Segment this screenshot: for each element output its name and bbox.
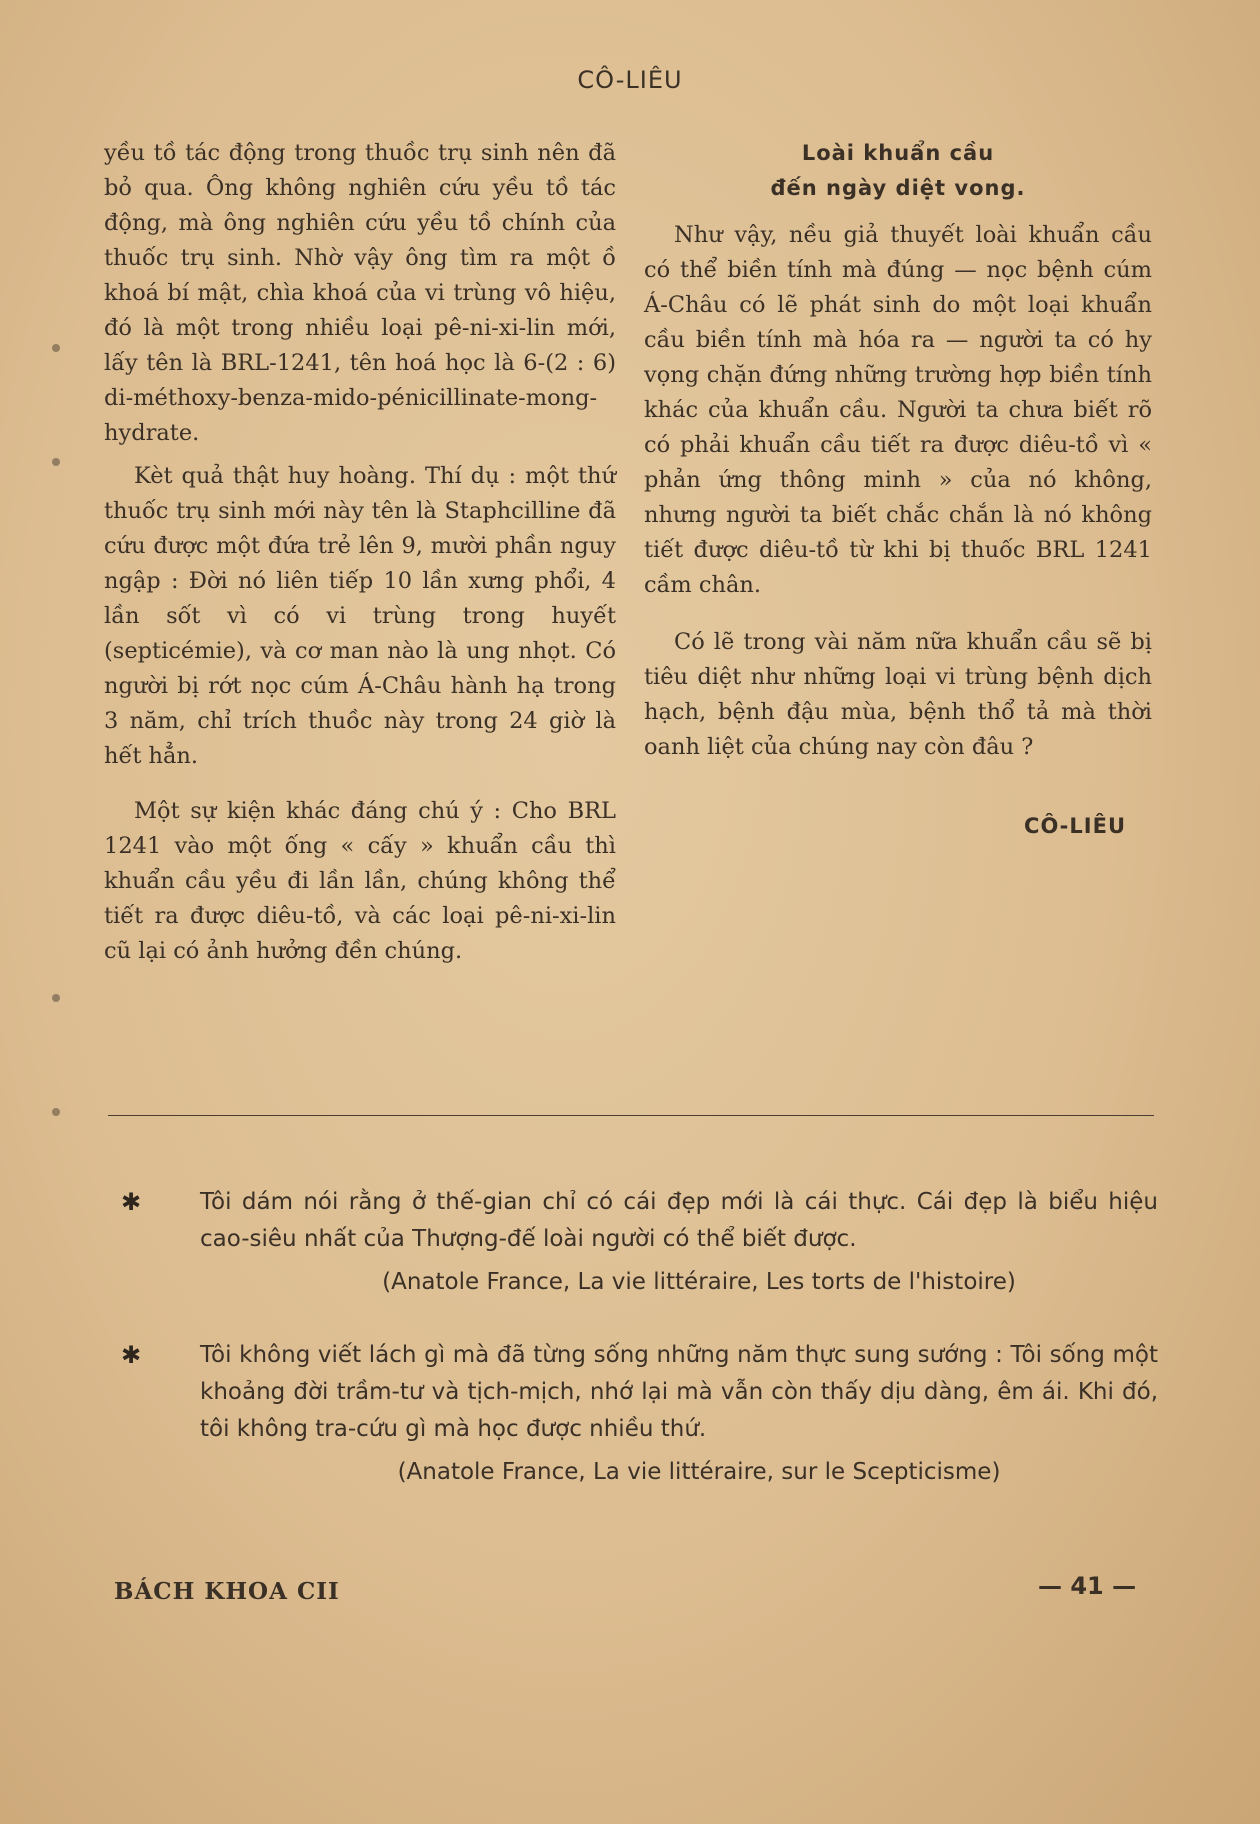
- right-paragraph-2: Có lẽ trong vài năm nữa khuẩn cầu sẽ bị tiêu diệt như những loại vi trùng bệnh dịch hạch, bệnh đậu mùa, bệnh thổ tả mà thời oanh liệt của chúng nay còn đâu ?: [644, 629, 1152, 760]
- right-column: [644, 136, 1152, 844]
- left-paragraph-3: Một sự kiện khác đáng chú ý : Cho BRL 1241 vào một ống « cấy » khuẩn cầu thì khuẩn cầu yều đi lần lần, chúng không thể tiết ra được diêu-tồ, và các loại pê-ni-xi-lin cũ lại có ảnh hưởng đền chúng.: [104, 798, 616, 964]
- binding-hole-mark: [52, 1108, 60, 1116]
- section-heading: [644, 136, 1152, 206]
- quote-text: Tôi dám nói rằng ở thế-gian chỉ có cái đẹp mới là cái thực. Cái đẹp là biểu hiệu cao-siêu nhất của Thượng-đế loài người có thể biết được.: [200, 1189, 1158, 1252]
- star-bullet-icon: ✱: [120, 1188, 142, 1216]
- binding-hole-mark: [52, 344, 60, 352]
- left-paragraph-1: yều tồ tác động trong thuồc trụ sinh nên đã bỏ qua. Ông không nghiên cứu yều tồ tác động, mà ông nghiên cứu yều tồ chính của thuốc trụ sinh. Nhờ vậy ông tìm ra một ồ khoá bí mật, chìa khoá của vi trùng vô hiệu, đó là một trong nhiều loại pê-ni-xi-lin mới, lấy tên là BRL-1241, tên hoá học là 6-(2 : 6) di-méthoxy-benza-mido-pénicillinate-mong-hydrate.: [104, 140, 616, 446]
- page-header-title: CÔ-LIÊU: [577, 66, 683, 94]
- quotes-section: [108, 1184, 1158, 1491]
- binding-hole-mark: [52, 994, 60, 1002]
- section-heading-line-1: Loài khuẩn cầu: [801, 141, 995, 165]
- section-divider: [108, 1115, 1154, 1116]
- star-bullet-icon: ✱: [120, 1341, 142, 1369]
- quote-attribution: (Anatole France, La vie littéraire, sur le Scepticisme): [397, 1459, 1001, 1485]
- quote-text: Tôi không viết lách gì mà đã từng sống những năm thực sung sướng : Tôi sống một khoảng đời trầm-tư và tịch-mịch, nhớ lại mà vẫn còn thấy dịu dàng, êm ái. Khi đó, tôi không tra-cứu gì mà học được nhiều thứ.: [200, 1342, 1158, 1442]
- publication-name: BÁCH KHOA CII: [114, 1578, 340, 1605]
- quote-block: [108, 1337, 1158, 1491]
- left-paragraph-2: Kèt quả thật huy hoàng. Thí dụ : một thứ thuốc trụ sinh mới này tên là Staphcilline đã cứu được một đứa trẻ lên 9, mười phần nguy ngập : Đời nó liên tiếp 10 lần xưng phổi, 4 lần sốt vì có vi trùng trong huyết (septicémie), và cơ man nào là ung nhọt. Có người bị rớt nọc cúm Á-Châu hành hạ trong 3 năm, chỉ trích thuồc này trong 24 giờ là hết hẳn.: [104, 463, 616, 769]
- author-signature: CÔ-LIÊU: [1024, 814, 1126, 838]
- right-paragraph-1: Như vậy, nều giả thuyết loài khuẩn cầu có thể biền tính mà đúng — nọc bệnh cúm Á-Châu có lẽ phát sinh do một loại khuẩn cầu biền tính mà hóa ra — người ta có hy vọng chặn đứng những trường hợp biền tính khác của khuẩn cầu. Người ta chưa biết rõ có phải khuẩn cầu tiết ra được diêu-tồ vì « phản ứng thông minh » của nó không, nhưng người ta biết chắc chắn là nó không tiết được diêu-tồ từ khi bị thuốc BRL 1241 cầm chân.: [644, 222, 1152, 598]
- quote-attribution: (Anatole France, La vie littéraire, Les torts de l'histoire): [382, 1269, 1016, 1295]
- quote-block: [108, 1184, 1158, 1301]
- section-heading-line-2: đến ngày diệt vong.: [770, 176, 1026, 200]
- page-number: — 41 —: [1038, 1572, 1137, 1600]
- left-column: [104, 136, 616, 969]
- binding-hole-mark: [52, 458, 60, 466]
